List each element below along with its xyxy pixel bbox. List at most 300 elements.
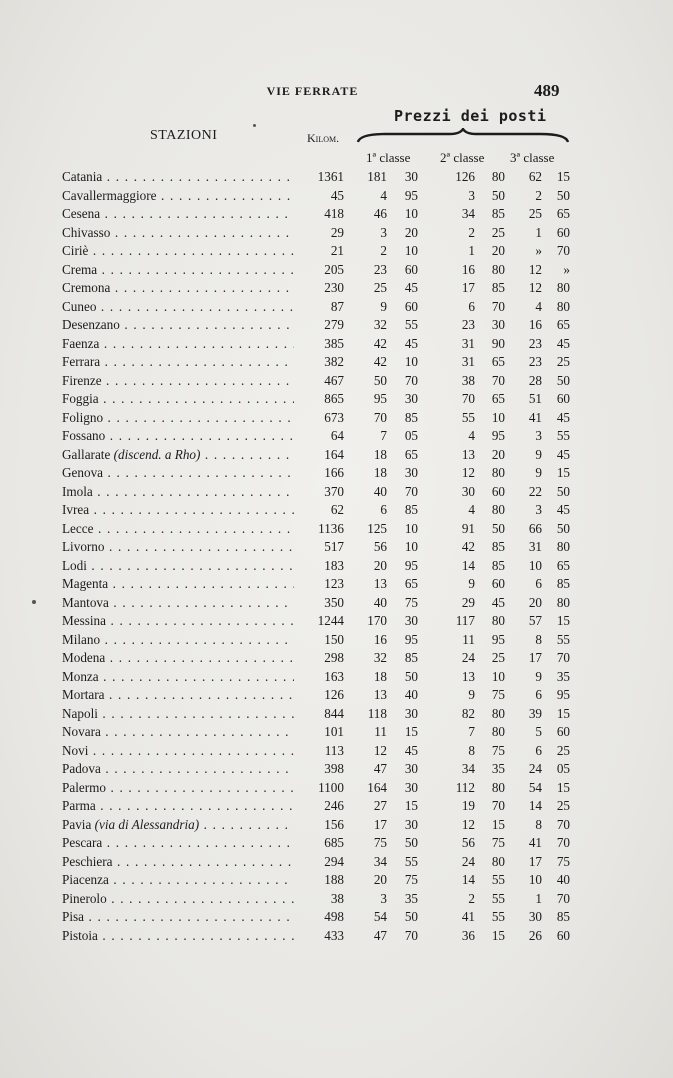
class1-lire: 3 (380, 224, 387, 240)
class2-lire: 36 (461, 927, 475, 943)
class1-cents: 65 (404, 576, 418, 591)
station-label: Ferrara (62, 354, 101, 369)
class3-lire: 28 (528, 372, 542, 388)
prices-heading: Prezzi dei posti (394, 107, 547, 125)
class1-lire: 2 (380, 243, 387, 258)
km-value: 29 (330, 224, 344, 240)
class3-cents: 15 (556, 705, 570, 721)
class1-cents: 15 (404, 798, 418, 813)
km-value: 433 (324, 927, 344, 943)
class3-lire: 39 (528, 705, 542, 721)
class1-cents: 85 (404, 409, 418, 425)
class2-lire: 4 (468, 428, 475, 443)
class1-lire: 13 (373, 576, 387, 591)
class3-cents: 75 (556, 853, 570, 869)
station-label: Cavallermaggiore (62, 187, 157, 203)
class3-lire: 12 (528, 261, 542, 277)
km-value: 246 (324, 798, 344, 813)
class1-cents: 30 (404, 169, 418, 184)
class2-cents: 15 (491, 816, 505, 832)
station-label: Messina (62, 613, 106, 628)
class3-cents: 65 (556, 557, 570, 573)
class1-lire: 27 (373, 798, 387, 813)
class2-lire: 2 (468, 224, 475, 240)
class1-lire: 42 (373, 354, 387, 369)
stations-column-heading: STAZIONI (150, 128, 218, 143)
station-name (62, 668, 294, 687)
table-row (0, 612, 673, 631)
class2-cents: 95 (491, 631, 505, 647)
class3-cents: 05 (556, 761, 570, 776)
station-name (62, 760, 294, 779)
station-label: Imola (62, 483, 93, 499)
station-label: Lodi (62, 557, 87, 573)
class2-cents: 50 (491, 187, 505, 203)
class3-lire: 31 (528, 539, 542, 554)
class2-cents: 90 (491, 335, 505, 351)
table-row (0, 816, 673, 835)
class1-lire: 70 (373, 409, 387, 425)
class1-cents: 65 (404, 446, 418, 462)
class1-lire: 11 (374, 724, 387, 739)
class3-lire: 6 (535, 687, 542, 702)
station-note: (via di Alessandria) (94, 816, 200, 832)
class1-lire: 95 (373, 391, 387, 406)
station-label: Gallarate (62, 446, 111, 462)
station-name (62, 686, 294, 705)
class2-cents: 60 (491, 483, 505, 499)
table-row (0, 649, 673, 668)
class1-cents: 10 (404, 243, 418, 258)
class2-lire: 16 (461, 261, 475, 277)
class3-cents: 45 (556, 335, 570, 351)
km-value: 294 (324, 853, 344, 869)
class2-lire: 1 (468, 243, 475, 258)
station-name (62, 575, 294, 594)
station-name (62, 261, 294, 280)
station-name (62, 316, 294, 335)
station-label: Novara (62, 724, 101, 739)
class3-lire: 1 (535, 224, 542, 240)
class1-lire: 75 (373, 835, 387, 850)
km-value: 382 (324, 354, 344, 369)
table-row (0, 890, 673, 909)
class2-lire: 56 (461, 835, 475, 850)
station-label: Chivasso (62, 224, 111, 240)
class1-cents: 45 (404, 742, 418, 758)
table-row (0, 575, 673, 594)
class2-cents: 80 (491, 724, 505, 739)
class1-lire: 18 (373, 446, 387, 462)
table-row (0, 372, 673, 391)
table-row (0, 853, 673, 872)
class1-cents: 50 (404, 835, 418, 850)
table-row (0, 594, 673, 613)
km-value: 205 (324, 261, 344, 277)
km-value: 1100 (318, 779, 344, 795)
station-label: Lecce (62, 520, 94, 536)
station-name (62, 871, 294, 890)
table-row (0, 631, 673, 650)
class1-cents: 95 (404, 631, 418, 647)
class3-cents: 15 (556, 465, 570, 480)
class1-lire: 54 (373, 909, 387, 924)
class2-cents: 45 (491, 594, 505, 610)
class1-lire: 18 (373, 465, 387, 480)
class2-cents: 70 (491, 798, 505, 813)
km-value: 298 (324, 650, 344, 665)
km-value: 183 (324, 557, 344, 573)
class1-cents: 50 (404, 668, 418, 684)
class2-lire: 9 (468, 576, 475, 591)
class3-lire: 9 (535, 668, 542, 684)
class3-lire: 9 (535, 465, 542, 480)
class3-lire: 5 (535, 724, 542, 739)
station-name (62, 649, 294, 668)
class2-lire: 8 (468, 742, 475, 758)
km-value: 87 (330, 298, 344, 314)
km-value: 164 (324, 446, 344, 462)
class1-lire: 17 (373, 816, 387, 832)
class3-lire: 25 (528, 206, 542, 221)
class3-cents: 95 (556, 687, 570, 702)
class3-cents: 45 (556, 502, 570, 517)
station-name (62, 538, 294, 557)
km-value: 398 (324, 761, 344, 776)
class1-cents: 45 (404, 280, 418, 295)
class2-lire: 13 (461, 668, 475, 684)
class2-lire: 19 (461, 798, 475, 813)
station-label: Foggia (62, 391, 99, 406)
class1-cents: 85 (404, 650, 418, 665)
class3-lire: 4 (535, 298, 542, 314)
class2-cents: 25 (491, 224, 505, 240)
class1-cents: 75 (404, 594, 418, 610)
class1-cents: 30 (404, 391, 418, 406)
table-row (0, 464, 673, 483)
class3-cents: 55 (556, 631, 570, 647)
class2-lire: 42 (461, 539, 475, 554)
class2-cents: 75 (491, 687, 505, 702)
class1-lire: 40 (373, 483, 387, 499)
km-value: 350 (324, 594, 344, 610)
station-label: Piacenza (62, 872, 109, 887)
station-label: Napoli (62, 705, 98, 721)
table-row (0, 742, 673, 761)
station-name (62, 834, 294, 853)
class2-lire: 13 (461, 446, 475, 462)
class3-cents: 70 (556, 243, 570, 258)
class2-lire: 70 (461, 391, 475, 406)
class1-cents: 45 (404, 335, 418, 351)
class3-cents: 15 (556, 613, 570, 628)
class3-lire: 20 (528, 594, 542, 610)
class1-lire: 164 (367, 779, 387, 795)
table-row (0, 279, 673, 298)
class1-cents: 05 (404, 428, 418, 443)
station-label: Milano (62, 631, 101, 647)
class3-lire: 41 (528, 835, 542, 850)
class3-lire: 3 (535, 502, 542, 517)
station-label: Pinerolo (62, 890, 107, 906)
class1-cents: 15 (404, 724, 418, 739)
station-label: Modena (62, 650, 106, 665)
class1-lire: 125 (367, 520, 387, 536)
km-value: 370 (324, 483, 344, 499)
station-name (62, 631, 294, 650)
class3-lire: 17 (528, 650, 542, 665)
class2-lire: 38 (461, 372, 475, 388)
class2-cents: 80 (491, 853, 505, 869)
class1-lire: 56 (373, 539, 387, 554)
class2-lire: 31 (461, 354, 475, 369)
class3-lire: 12 (528, 280, 542, 295)
station-label: Palermo (62, 779, 106, 795)
km-value: 113 (324, 742, 344, 758)
station-name (62, 890, 294, 909)
class3-lire: 30 (528, 909, 542, 924)
class3-cents: 40 (556, 872, 570, 887)
class2-cents: 80 (491, 705, 505, 721)
class2-cents: 80 (491, 613, 505, 628)
class1-lire: 23 (373, 261, 387, 277)
class2-cents: 55 (491, 890, 505, 906)
class3-lire: 54 (528, 779, 542, 795)
km-value: 844 (324, 705, 344, 721)
km-value: 385 (324, 335, 344, 351)
class3-lire: 17 (528, 853, 542, 869)
class1-lire: 9 (380, 298, 387, 314)
class3-lire: 6 (535, 742, 542, 758)
class1-lire: 42 (373, 335, 387, 351)
class1-cents: 30 (404, 761, 418, 776)
fare-table (0, 168, 673, 945)
table-row (0, 409, 673, 428)
class2-lire: 29 (461, 594, 475, 610)
km-value: 673 (324, 409, 344, 425)
class1-cents: 70 (404, 372, 418, 388)
station-label: Desenzano (62, 317, 120, 332)
station-label: Novi (62, 742, 89, 758)
station-name (62, 723, 294, 742)
class2-lire: 91 (461, 520, 475, 536)
table-row (0, 557, 673, 576)
class2-lire: 17 (461, 280, 475, 295)
class1-cents: 85 (404, 502, 418, 517)
class2-cents: 20 (491, 446, 505, 462)
station-name (62, 409, 294, 428)
table-row (0, 316, 673, 335)
class3-cents: 60 (556, 391, 570, 406)
class2-cents: 80 (491, 261, 505, 277)
class2-cents: 30 (491, 317, 505, 332)
class1-lire: 50 (373, 372, 387, 388)
table-row (0, 298, 673, 317)
class2-lire: 31 (461, 335, 475, 351)
table-row (0, 187, 673, 206)
class2-cents: 65 (491, 354, 505, 369)
table-row (0, 834, 673, 853)
class1-cents: 30 (404, 779, 418, 795)
km-value: 21 (330, 243, 344, 258)
station-name (62, 224, 294, 243)
table-row (0, 797, 673, 816)
station-label: Livorno (62, 539, 105, 554)
class3-lire: 26 (528, 927, 542, 943)
class2-cents: 70 (491, 372, 505, 388)
station-name (62, 927, 294, 946)
table-row (0, 908, 673, 927)
class3-cents: 15 (556, 169, 570, 184)
class3-lire: 6 (535, 576, 542, 591)
class2-lire: 112 (455, 779, 475, 795)
class3-cents: 80 (556, 594, 570, 610)
class2-cents: 10 (491, 668, 505, 684)
station-name (62, 168, 294, 187)
table-row (0, 168, 673, 187)
class2-cents: 80 (491, 779, 505, 795)
class1-cents: 30 (404, 705, 418, 721)
table-row (0, 668, 673, 687)
km-value: 1244 (317, 613, 344, 628)
class3-lire: 1 (535, 890, 542, 906)
class3-cents: 25 (556, 742, 570, 758)
class1-cents: 35 (404, 890, 418, 906)
station-label: Magenta (62, 576, 109, 591)
class3-lire: 10 (528, 557, 542, 573)
km-value: 1136 (318, 520, 344, 536)
km-value: 230 (324, 280, 344, 295)
station-name (62, 853, 294, 872)
km-value: 865 (324, 391, 344, 406)
class1-lire: 47 (373, 927, 387, 943)
class3-lire: 66 (528, 520, 542, 536)
class1-lire: 32 (373, 650, 387, 665)
station-label: Parma (62, 798, 96, 813)
km-value: 150 (324, 631, 344, 647)
class1-lire: 6 (380, 502, 387, 517)
km-value: 418 (324, 206, 344, 221)
class2-lire: 6 (468, 298, 475, 314)
class3-lire: 3 (535, 428, 542, 443)
class2-cents: 55 (491, 872, 505, 887)
class1-cents: 50 (404, 909, 418, 924)
class2-cents: 25 (491, 650, 505, 665)
class3-cents: 85 (556, 909, 570, 924)
station-name (62, 483, 294, 502)
station-name (62, 557, 294, 576)
class2-cents: 80 (491, 465, 505, 480)
station-name (62, 335, 294, 354)
class3-cents: 65 (556, 317, 570, 332)
print-speck (253, 124, 256, 127)
station-name (62, 187, 294, 206)
class2-lire: 7 (468, 724, 475, 739)
class3-lire: 57 (528, 613, 542, 628)
station-note: (discend. a Rho) (113, 446, 201, 462)
km-value: 467 (324, 372, 344, 388)
class2-lire: 34 (461, 206, 475, 221)
table-row (0, 446, 673, 465)
class3-lire: » (535, 243, 542, 258)
station-label: Genova (62, 465, 104, 480)
class2-lire: 24 (461, 650, 475, 665)
class3-lire: 14 (528, 798, 542, 813)
station-name (62, 205, 294, 224)
station-label: Mortara (62, 687, 105, 702)
class1-cents: 10 (404, 539, 418, 554)
class2-cents: 50 (491, 520, 505, 536)
km-value: 101 (324, 724, 344, 739)
km-value: 517 (324, 539, 344, 554)
station-label: Pescara (62, 835, 103, 850)
class1-cents: 40 (404, 687, 418, 702)
class3-cents: 80 (556, 539, 570, 554)
km-column-heading: Kilom. (307, 131, 340, 145)
station-name (62, 298, 294, 317)
class2-lire: 126 (455, 169, 475, 184)
station-name (62, 372, 294, 391)
class2-cents: 20 (491, 243, 505, 258)
km-value: 166 (324, 465, 344, 480)
km-value: 498 (324, 909, 344, 924)
station-label: Ciriè (62, 243, 89, 258)
class2-cents: 10 (491, 409, 505, 425)
table-row (0, 779, 673, 798)
class1-cents: 55 (404, 317, 418, 332)
class3-lire: 9 (535, 446, 542, 462)
class2-cents: 60 (491, 576, 505, 591)
class2-cents: 85 (491, 206, 505, 221)
station-name (62, 797, 294, 816)
class1-cents: 70 (404, 483, 418, 499)
class2-lire: 4 (468, 502, 475, 517)
station-label: Foligno (62, 409, 104, 425)
class3-lire: 2 (535, 187, 542, 203)
station-label: Pavia (62, 816, 92, 832)
class1-lire: 46 (373, 206, 387, 221)
class2-lire: 117 (455, 613, 475, 628)
class2-lire: 24 (461, 853, 475, 869)
class3-cents: 70 (556, 890, 570, 906)
class1-cents: 10 (404, 354, 418, 369)
class3-cents: 45 (556, 446, 570, 462)
station-name (62, 594, 294, 613)
class2-cents: 75 (491, 742, 505, 758)
table-row (0, 686, 673, 705)
class1-lire: 118 (367, 705, 387, 721)
km-value: 163 (324, 668, 344, 684)
km-value: 188 (324, 872, 344, 887)
class2-lire: 30 (461, 483, 475, 499)
class3-lire: 51 (528, 391, 542, 406)
class2-lire: 82 (461, 705, 475, 721)
class1-cents: 10 (404, 520, 418, 536)
class1-cents: 30 (404, 613, 418, 628)
class1-lire: 20 (373, 557, 387, 573)
table-row (0, 261, 673, 280)
class1-cents: 10 (404, 206, 418, 221)
km-value: 156 (324, 816, 344, 832)
station-label: Ivrea (62, 502, 90, 517)
class1-cents: 30 (404, 465, 418, 480)
class2-lire: 9 (468, 687, 475, 702)
station-label: Cuneo (62, 298, 97, 314)
class1-cents: 95 (404, 187, 418, 203)
class1-lire: 170 (367, 613, 387, 628)
station-name (62, 427, 294, 446)
class3-lire: 41 (528, 409, 542, 425)
